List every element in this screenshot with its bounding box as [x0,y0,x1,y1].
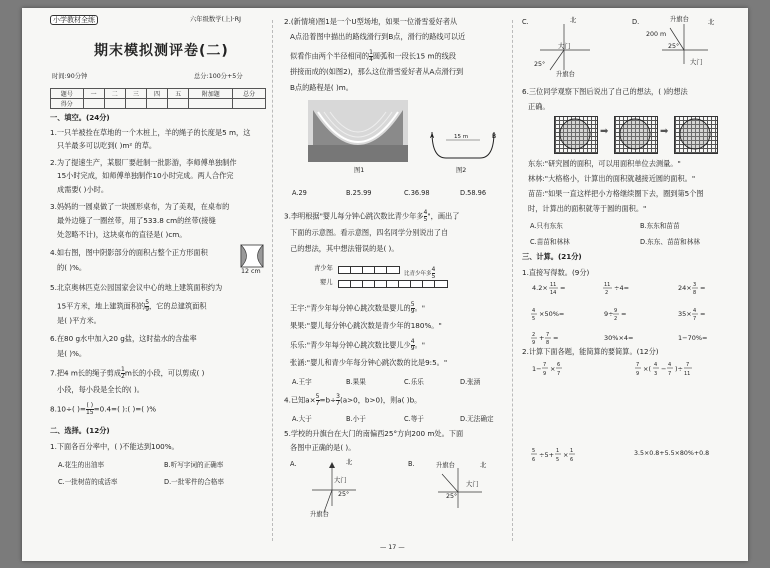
question-text: 处忽略不计)，这块桌布的直径是( )cm。 [57,230,187,239]
svg-text:×50%=: ×50%= [539,310,565,318]
svg-text:=: = [621,310,627,318]
column-divider [512,20,513,541]
column-divider [272,20,273,541]
segment-length-label: 15 m [454,134,469,140]
question-text: 拼接而成的(如图2)，那么这位滑雪爱好者从A点滑行到 [290,67,464,76]
svg-text:=: = [700,310,706,318]
question-text: 小段，每小段是全长的( )。 [57,385,144,394]
choice-option[interactable]: D.58.96 [460,189,487,197]
svg-text:4: 4 [693,308,697,314]
angle-label: 25° [534,61,546,68]
svg-text:9: 9 [614,308,618,314]
angle-label: 25° [446,493,458,500]
fraction: $\frac{4}{5}$ [431,266,436,280]
svg-text:9: 9 [636,371,640,377]
svg-text:11: 11 [684,371,691,377]
choice-option[interactable]: C.苗苗和林林 [530,238,570,246]
table-cell: 四 [146,89,167,99]
question-text: 15平方米，地上建筑面积的 $\frac{5}{9}$ ，它的总建筑面积 [57,299,207,313]
table-cell: 一 [83,89,104,99]
choice-option[interactable]: A. [290,460,297,468]
question-text: 正确。 [528,102,550,111]
table-cell: 得分 [51,99,84,109]
statement-linlin: 林林:"大格格小，计算出的面积就越接近圆的面积。" [528,174,696,183]
choice-option[interactable]: B.果果 [346,378,366,386]
svg-text:11: 11 [550,282,557,288]
table-cell: 二 [104,89,125,99]
choice-option[interactable]: C. [522,18,529,26]
svg-text:1−: 1− [532,365,542,373]
statement-guoguo: 果果:"婴儿每分钟心跳次数是青少年的180%。" [290,321,442,330]
svg-text:9: 9 [532,340,536,346]
score-input-cell[interactable] [83,99,104,109]
exam-paper [22,8,748,561]
question-text: 1.直接写得数。(9分) [522,268,590,277]
question-text: 3.妈妈的一圆桌做了一块圆形桌布，为了美观，在桌布的 [50,202,230,211]
question-text: 似看作由两个半径相同的 $\frac{1}{4}$ 圆弧和一段长15 m的线段 [290,49,457,63]
table-cell: 附加题 [189,89,233,99]
section-calculation: 三、计算。(21分) [522,252,582,261]
svg-text:6: 6 [532,457,536,463]
svg-text:5: 5 [556,457,560,463]
choice-option[interactable]: B.25.99 [346,189,372,197]
column-left [22,8,276,561]
figure-size-label: 12 cm [241,268,261,275]
svg-text:B: B [492,133,497,140]
question-text: 4.已知a× $\frac{5}{7}$ =b÷ $\frac{3}{7}$ (a>0，b>0)，则a( )b。 [284,393,422,407]
choice-option[interactable]: A.大于 [292,415,312,423]
compass-diagram-b [428,464,498,524]
svg-text:3: 3 [693,282,697,288]
svg-text:7: 7 [686,362,690,368]
question-text: A点沿着图中描出的路线滑行到B点，滑行的路线可以近 [290,32,466,41]
subject-label: 六年级数学(上)·RJ [190,16,241,23]
svg-text:24×: 24× [678,284,692,292]
teen-bar [338,266,400,274]
flag-label: 升旗台 [670,16,689,23]
svg-text:=: = [553,334,559,342]
svg-text:6: 6 [557,362,561,368]
figure-caption: 图2 [456,167,467,174]
question-text: 2.计算下面各题，能简算的要简算。(12分) [522,347,659,356]
fraction: $\frac{1}{2}$ [121,366,125,380]
question-text: 8.10÷( )= $\frac{( )}{15}$ =0.4=( ):( )=( )% [50,402,157,416]
svg-text:7: 7 [557,371,561,377]
north-label: 北 [480,462,487,469]
svg-text:2: 2 [605,290,609,296]
svg-text:=: = [560,284,566,292]
svg-text:7: 7 [543,362,547,368]
choice-option[interactable]: D.无法确定 [460,415,494,423]
choice-option[interactable]: A.29 [292,189,307,197]
bar-annotation: 比青少年多 $\frac{4}{5}$ [404,266,436,280]
statement-dongdong: 东东:"研究圆的面积，可以用面积单位去测量。" [528,159,681,168]
choice-option[interactable]: D.一批零件的合格率 [164,478,224,486]
choice-option[interactable]: C.乐乐 [404,378,424,386]
question-text: 2.(新情境)图1是一个U型场地，如果一位滑雪爱好者从 [284,17,458,26]
column-right [514,8,748,561]
choice-option[interactable]: C.一批树苗的成活率 [58,478,118,486]
question-text: 下面的示意图。看示意图，四名同学分别说出了自 [290,228,449,237]
section-fill-blank: 一、填空。(24分) [50,113,110,122]
north-label: 北 [570,17,577,24]
score-input-cell[interactable] [104,99,125,109]
score-input-cell[interactable] [168,99,189,109]
score-table-header-row [51,89,266,99]
choice-option[interactable]: B. [408,460,415,468]
section-multiple-choice: 二、选择。(12分) [50,426,110,435]
fraction: $\frac{5}{9}$ [410,301,415,315]
table-cell: 三 [125,89,146,99]
fraction: $\frac{4}{5}$ [423,209,428,223]
question-text: 的( )%。 [57,263,87,272]
statement-miaomiao: 苗苗:"如果一直这样把小方格继续圈下去，圈到第5个图 [528,189,704,198]
svg-text:7: 7 [668,371,672,377]
svg-text:1−70%=: 1−70%= [678,334,708,342]
svg-text:9: 9 [543,371,547,377]
compass-diagram-d [648,20,718,76]
svg-text:÷5+: ÷5+ [539,451,555,459]
statement-lele: 乐乐:"青少年每分钟心跳次数比婴儿少 $\frac{4}{9}$ 。" [290,338,426,352]
arrow-right-icon: ➡ [660,126,669,137]
bar-label: 婴儿 [320,279,333,286]
direct-calc-problems [528,280,738,346]
fraction: $\frac{1}{4}$ [369,49,373,63]
total-score: 总分:100分+5分 [194,73,243,80]
fraction: $\frac{3}{7}$ [336,393,340,407]
score-input-cell[interactable] [146,99,167,109]
arrow-right-icon: ➡ [600,126,609,137]
svg-text:−: − [661,365,667,373]
angle-label: 25° [668,43,680,50]
svg-text:2: 2 [614,316,618,322]
question-text: 是( )平方米。 [57,316,101,325]
question-text: 3.李明根据"婴儿每分钟心跳次数比青少年多 $\frac{4}{5}$ "，画出了 [284,209,460,223]
choice-option[interactable]: A.王宇 [292,378,312,386]
choice-option[interactable]: C.等于 [404,415,424,423]
question-text: 1.一只羊被拴在草地的一个木桩上，羊的绳子的长度是5 m，这 [50,128,251,137]
svg-text:)÷: )÷ [675,365,683,373]
svg-text:35×: 35× [678,310,692,318]
svg-text:÷4=: ÷4= [614,284,630,292]
question-text: 己的想法，其中想法错误的是( )。 [290,244,399,253]
page-title: 期末模拟测评卷(二) [94,43,229,59]
simplify-calc-problem-3 [528,444,608,466]
question-text: 7.把4 m长的绳子剪成 $\frac{1}{2}$ m长的小段，可以剪成( ) [50,366,205,380]
svg-text:11: 11 [604,282,611,288]
question-text: 5.北京奥林匹克公园国家会议中心的地上建筑面积约为 [50,283,223,292]
score-table [50,88,266,109]
svg-text:5: 5 [532,316,536,322]
svg-text:2: 2 [532,332,536,338]
choice-option[interactable]: C.36.98 [404,189,430,197]
choice-option[interactable]: A.花生的出油率 [58,461,105,469]
svg-text:×(: ×( [643,365,651,373]
north-label: 北 [346,459,353,466]
score-input-cell[interactable] [189,99,233,109]
gate-label: 大门 [334,477,347,484]
choice-option[interactable]: B.小于 [346,415,366,423]
infant-bar [338,280,448,288]
table-cell: 题号 [51,89,84,99]
statement-miaomiao-cont: 时，计算出的面积就等于圆的面积。" [528,204,647,213]
question-text: 最外边缝了一圈丝带，用了533.8 cm的丝带(接缝 [57,216,216,225]
svg-text:7: 7 [636,362,640,368]
svg-text:9÷: 9÷ [604,310,614,318]
svg-text:4: 4 [654,362,658,368]
question-text: 5.学校的升旗台在大门的南偏西25°方向200 m处。下面 [284,429,464,438]
svg-text:8: 8 [693,290,697,296]
time-limit: 时间:90分钟 [52,73,88,80]
question-text: B点的路程是( )m。 [290,83,353,92]
choice-option[interactable]: A.只有东东 [530,222,563,230]
question-text: 1.下面各百分率中，( )不能达到100%。 [50,442,179,451]
table-cell: 五 [168,89,189,99]
fraction: $\frac{5}{9}$ [145,299,150,313]
flag-label: 升旗台 [310,511,329,518]
choice-option[interactable]: D.张涵 [460,378,481,386]
statement-zhanghan: 张涵:"婴儿和青少年每分钟心跳次数的比是9:5。" [290,358,448,367]
svg-text:3: 3 [654,371,658,377]
fraction: $\frac{( )}{15}$ [85,402,94,416]
fraction: $\frac{4}{9}$ [410,338,415,352]
choice-option[interactable]: D.东东、苗苗和林林 [640,238,700,246]
question-text: 各图中正确的是( )。 [290,443,356,452]
svg-text:30%×4=: 30%×4= [604,334,634,342]
bar-label: 青少年 [314,265,333,272]
svg-text:4: 4 [668,362,672,368]
gate-label: 大门 [558,43,571,50]
column-middle [280,8,516,561]
choice-option[interactable]: B.听写字词的正确率 [164,461,224,469]
svg-text:A: A [430,133,435,140]
figure-caption: 图1 [354,167,365,174]
statement-wangyu: 王宇:"青少年每分钟心跳次数是婴儿的 $\frac{5}{9}$ 。" [290,301,426,315]
svg-text:8: 8 [546,340,550,346]
question-text: 成需要( )小时。 [57,185,109,194]
score-input-cell[interactable] [125,99,146,109]
simplify-calc-problems [528,358,738,380]
svg-text:×: × [563,451,569,459]
page-number: — 17 — [380,544,405,551]
question-text: 4.如右图，图中阴影部分的面积占整个正方形面积 [50,248,208,257]
svg-text:1: 1 [556,448,560,454]
svg-text:1: 1 [570,448,574,454]
table-cell: 总分 [233,89,266,99]
u-ramp-photo-figure [308,100,408,162]
question-text: 6.三位同学观察下图后说出了自己的想法，( )的想法 [522,87,688,96]
angle-label: 25° [338,491,350,498]
fraction: $\frac{5}{7}$ [315,393,320,407]
choice-option[interactable]: D. [632,18,640,26]
svg-text:7: 7 [546,332,550,338]
flag-label: 升旗台 [436,462,455,469]
svg-text:×: × [550,365,556,373]
question-text: 15小时完成，如师傅单独制作10小时完成。两人合作完 [57,171,234,180]
brand-badge: 小学教材全练 [50,16,98,25]
calc-problem-text: 3.5×0.8+5.5×80%+0.8 [634,450,710,457]
svg-text:6: 6 [570,457,574,463]
question-text: 6.在80 g水中加入20 g盐，这时盐水的含盐率 [50,334,197,343]
shaded-square-figure [240,244,264,268]
svg-text:4: 4 [532,308,536,314]
svg-text:14: 14 [550,290,557,296]
question-text: 是( )%。 [57,349,87,358]
svg-text:5: 5 [532,448,536,454]
score-input-cell[interactable] [233,99,266,109]
svg-text:4.2×: 4.2× [532,284,548,292]
gate-label: 大门 [690,59,703,66]
gate-label: 大门 [466,481,479,488]
question-text: 只羊最多可以吃到( )m² 的草。 [57,141,157,150]
score-table-score-row [51,99,266,109]
svg-text:=: = [700,284,706,292]
svg-text:+: + [539,334,545,342]
flag-label: 升旗台 [556,71,575,78]
svg-text:7: 7 [693,316,697,322]
grid-circle-overlays [554,116,718,154]
north-label: 北 [708,19,715,26]
choice-option[interactable]: B.东东和苗苗 [640,222,680,230]
question-text: 2.为了提速生产，某服厂要赶制一批影游，李师傅单独制作 [50,158,237,167]
distance-label: 200 m [646,31,667,38]
